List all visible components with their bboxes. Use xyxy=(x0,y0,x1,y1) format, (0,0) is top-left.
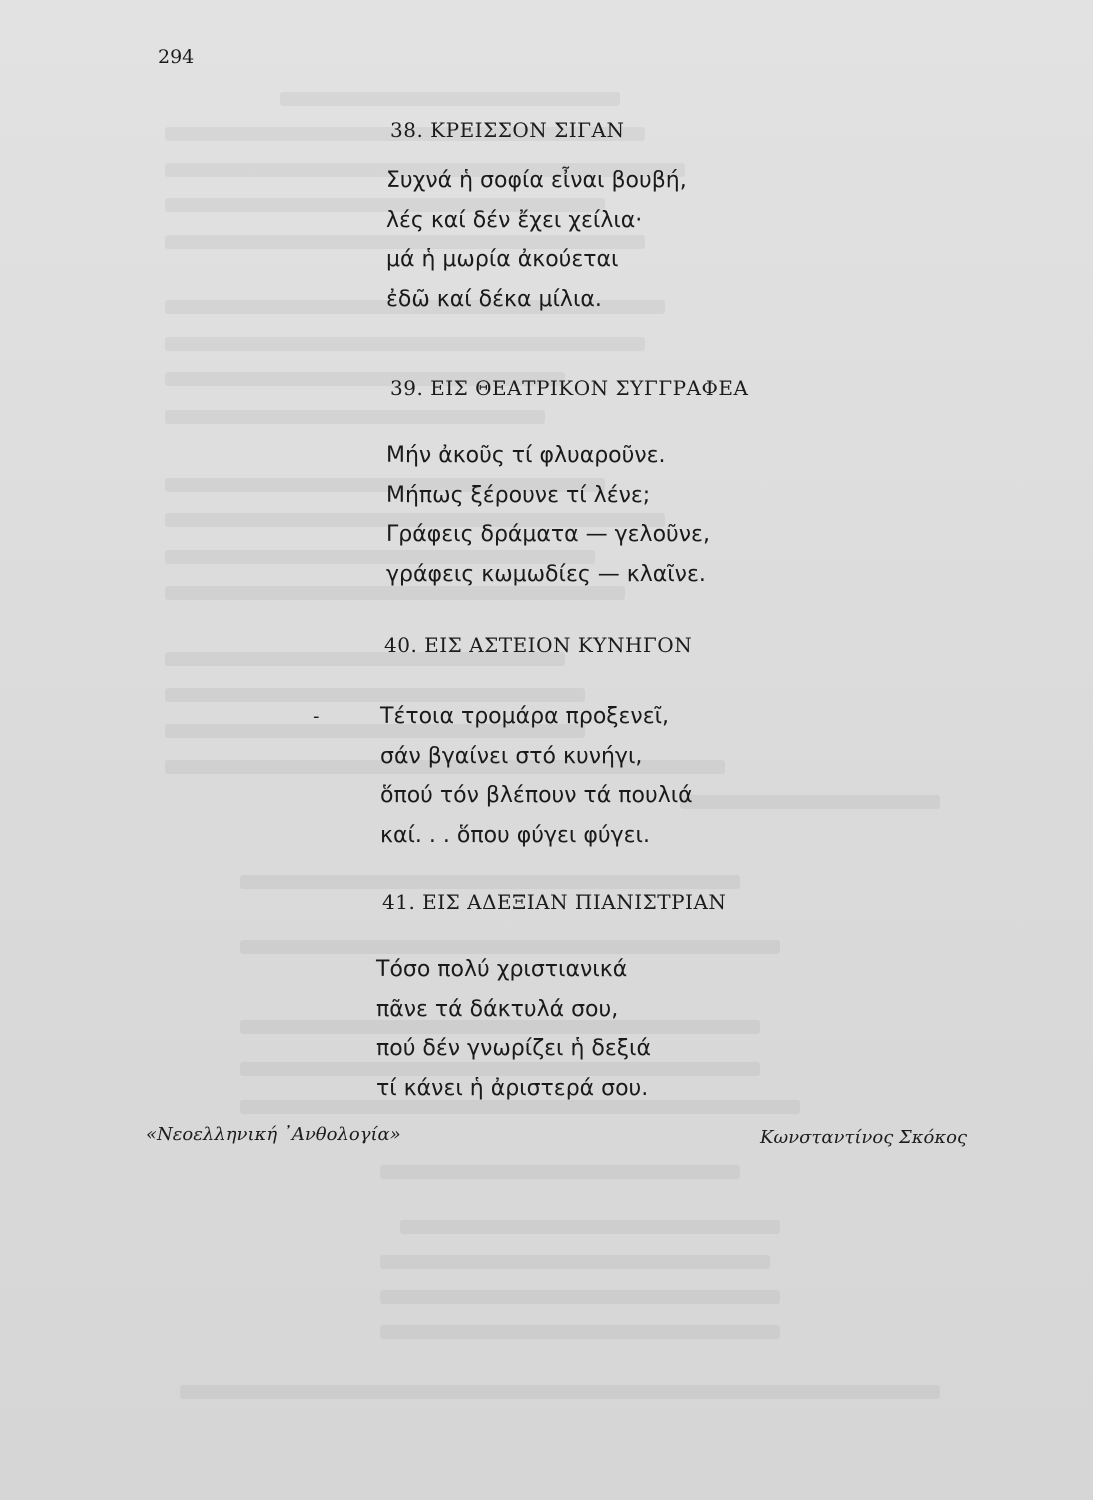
verse-line: λές καί δέν ἔχει χείλια· xyxy=(386,207,643,233)
verse-line: καί. . . ὅπου φύγει φύγει. xyxy=(380,822,650,848)
verse-line: σάν βγαίνει στό κυνήγι, xyxy=(380,743,643,769)
poem-body-41 xyxy=(376,950,651,1108)
poem-body-40 xyxy=(380,697,693,855)
verse-line: ὅπού τόν βλέπουν τά πουλιά xyxy=(380,783,693,808)
author-name: Κωνσταντίνος Σκόκος xyxy=(760,1127,968,1148)
verse-line: Γράφεις δράματα — γελοῦνε, xyxy=(386,522,710,547)
verse-line: γράφεις κωμωδίες — κλαῖνε. xyxy=(386,561,706,587)
poem-title-39: 39. ΕΙΣ ΘΕΑΤΡΙΚΟΝ ΣΥΓΓΡΑΦΕΑ xyxy=(390,376,749,400)
verse-line: τί κάνει ἡ ἀριστερά σου. xyxy=(376,1075,649,1101)
verse-line: πᾶνε τά δάκτυλά σου, xyxy=(376,996,619,1022)
poem-body-39 xyxy=(386,436,710,594)
verse-line: πού δέν γνωρίζει ἡ δεξιά xyxy=(376,1036,651,1061)
source-citation: «Νεοελληνική ᾿Ανθολογία» xyxy=(146,1124,401,1145)
verse-line: Συχνά ἡ σοφία εἶναι βουβή, xyxy=(386,168,687,193)
poem-title-40: 40. ΕΙΣ ΑΣΤΕΙΟΝ ΚΥΝΗΓΟΝ xyxy=(384,633,693,657)
verse-line: μά ἡ μωρία ἀκούεται xyxy=(386,247,619,272)
verse-line: Μήπως ξέρουνε τί λένε; xyxy=(386,482,651,508)
poem-body-38 xyxy=(386,161,687,319)
verse-line: ἐδῶ καί δέκα μίλια. xyxy=(386,286,602,312)
verse-line: Τέτοια τρομάρα προξενεῖ, xyxy=(380,704,670,729)
margin-mark: - xyxy=(313,706,320,727)
poem-title-38: 38. ΚΡΕΙΣΣΟΝ ΣΙΓΑΝ xyxy=(390,118,625,142)
verse-line: Μήν ἀκοῦς τί φλυαροῦνε. xyxy=(386,443,666,468)
verse-line: Τόσο πολύ χριστιανικά xyxy=(376,957,628,982)
page-number: 294 xyxy=(158,46,195,68)
poem-title-41: 41. ΕΙΣ ΑΔΕΞΙΑΝ ΠΙΑΝΙΣΤΡΙΑΝ xyxy=(382,890,727,914)
